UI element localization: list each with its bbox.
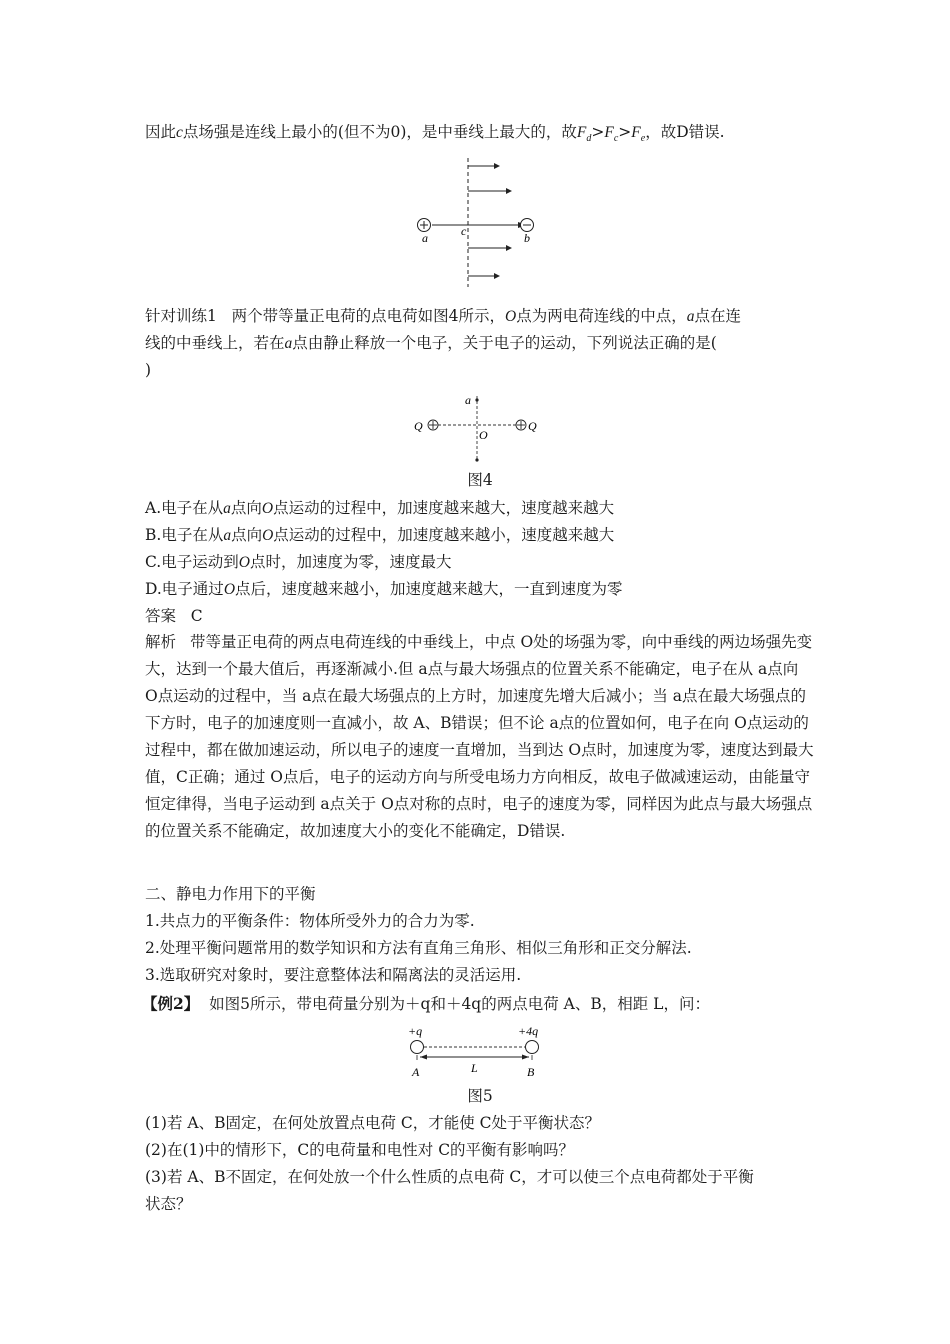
text-span: 点由静止释放一个电子，关于电子的运动，下列说法正确的是( xyxy=(292,334,717,352)
var-a: a xyxy=(686,308,695,325)
analysis-label: 解析 xyxy=(145,633,177,651)
intro-line xyxy=(145,122,725,149)
charge-B xyxy=(526,1041,539,1054)
gt-sign: > xyxy=(591,123,605,141)
label-O: O xyxy=(479,428,488,442)
field-arrows xyxy=(468,163,512,279)
analysis-paragraph xyxy=(145,629,815,845)
sub-e: e xyxy=(640,133,646,145)
var-c: c xyxy=(176,124,183,141)
analysis-text: 带等量正电荷的两点电荷连线的中垂线上，中点 O处的场强为零，向中垂线的两边场强先变大，达到一个最大值后，再逐渐减小.但 a点与最大场强点的位置关系不能确定，电子在从 a点向 O点运动的过程中，当 a点在最大场强点的上方时，加速度先增大后减小；当 a点在最大场强点的下方时，电子的加速度则一直减小，故 A、B错误；但不论 a点的位置如何，电子在向 O点运动的过程中，都在做加速运动，所以电子的速度一直增加，当到达 O点时，加速度为零，速度达到最大值，C正确；通过 O点后，电子的运动方向与所受电场力方向相反，故电子做减速运动，由能量守恒定律得，当电子运动到 a点关于 O点对称的点时，电子的速度为零，同样因为此点与最大场强点的位置关系不能确定，故加速度大小的变化不能确定，D错误. xyxy=(145,633,814,840)
gt-sign: > xyxy=(618,123,632,141)
var-F: F xyxy=(604,124,614,141)
label-plus-q: +q xyxy=(408,1024,423,1038)
text-span: 点在连 xyxy=(694,307,742,325)
text-span: ) xyxy=(145,361,152,379)
text-span: 因此 xyxy=(145,123,177,141)
option-d: D.电子通过O点后，速度越来越小，加速度越来越大，一直到速度为零 xyxy=(145,580,623,598)
figure-5 xyxy=(400,1022,550,1084)
section-item-1: 1.共点力的平衡条件：物体所受外力的合力为零. xyxy=(145,912,475,930)
sub-d: d xyxy=(586,133,592,145)
text-span: 点为两电荷连线的中点， xyxy=(516,307,687,325)
training-paragraph xyxy=(145,303,815,384)
answer-label: 答案 xyxy=(145,607,177,625)
point-a xyxy=(475,398,478,401)
label-B: B xyxy=(527,1065,535,1079)
question-3: (3)若 A、B不固定，在何处放一个什么性质的点电荷 C，才可以使三个点电荷都处于平衡 xyxy=(145,1168,754,1186)
label-A: A xyxy=(412,1065,420,1079)
text-span: 两个带等量正电荷的点电荷如图4所示， xyxy=(231,307,506,325)
label-b: b xyxy=(524,231,530,245)
label-c: c xyxy=(461,224,467,238)
option-a: A.电子在从a点向O点运动的过程中，加速度越来越大，速度越来越大 xyxy=(145,499,615,517)
text-span: ，故D错误. xyxy=(645,123,725,141)
label-plus-4q: +4q xyxy=(518,1024,539,1038)
point-below xyxy=(475,458,478,461)
figure-4 xyxy=(410,388,550,468)
var-O: O xyxy=(505,308,517,325)
label-a: a xyxy=(465,393,471,407)
var-F: F xyxy=(576,124,587,141)
question-3-continued: 状态？ xyxy=(145,1195,192,1213)
var-F: F xyxy=(631,124,641,141)
example-text: 如图5所示，带电荷量分别为＋q和＋4q的两点电荷 A、B，相距 L，问： xyxy=(209,995,710,1013)
charge-A xyxy=(411,1041,424,1054)
example-label: 【例2】 xyxy=(142,994,200,1013)
option-c: C.电子运动到O点时，加速度为零，速度最大 xyxy=(145,553,452,571)
example-2-line xyxy=(142,994,710,1014)
label-L: L xyxy=(471,1061,478,1075)
label-a: a xyxy=(422,231,428,245)
figure-5-caption: 图5 xyxy=(467,1087,493,1105)
training-label: 针对训练1 xyxy=(145,307,217,325)
figure-4-caption: 图4 xyxy=(467,471,493,489)
sub-c: c xyxy=(613,133,619,145)
label-Q-right: Q xyxy=(528,419,537,433)
text-span: 点场强是连线上最小的(但不为0)，是中垂线上最大的，故 xyxy=(182,123,577,141)
var-a: a xyxy=(284,335,293,352)
question-2: (2)在(1)中的情形下，C的电荷量和电性对 C的平衡有影响吗？ xyxy=(145,1141,575,1159)
field-figure xyxy=(410,150,550,290)
answer-value: C xyxy=(190,607,203,625)
option-b: B.电子在从a点向O点运动的过程中，加速度越来越小，速度越来越大 xyxy=(145,526,615,544)
answer-line xyxy=(145,606,203,626)
label-Q-left: Q xyxy=(414,419,423,433)
section-item-3: 3.选取研究对象时，要注意整体法和隔离法的灵活运用. xyxy=(145,966,522,984)
section-item-2: 2.处理平衡问题常用的数学知识和方法有直角三角形、相似三角形和正交分解法. xyxy=(145,939,692,957)
section-heading: 二、静电力作用下的平衡 xyxy=(145,885,316,903)
question-1: (1)若 A、B固定，在何处放置点电荷 C，才能使 C处于平衡状态？ xyxy=(145,1114,601,1132)
text-span: 线的中垂线上，若在 xyxy=(145,334,285,352)
